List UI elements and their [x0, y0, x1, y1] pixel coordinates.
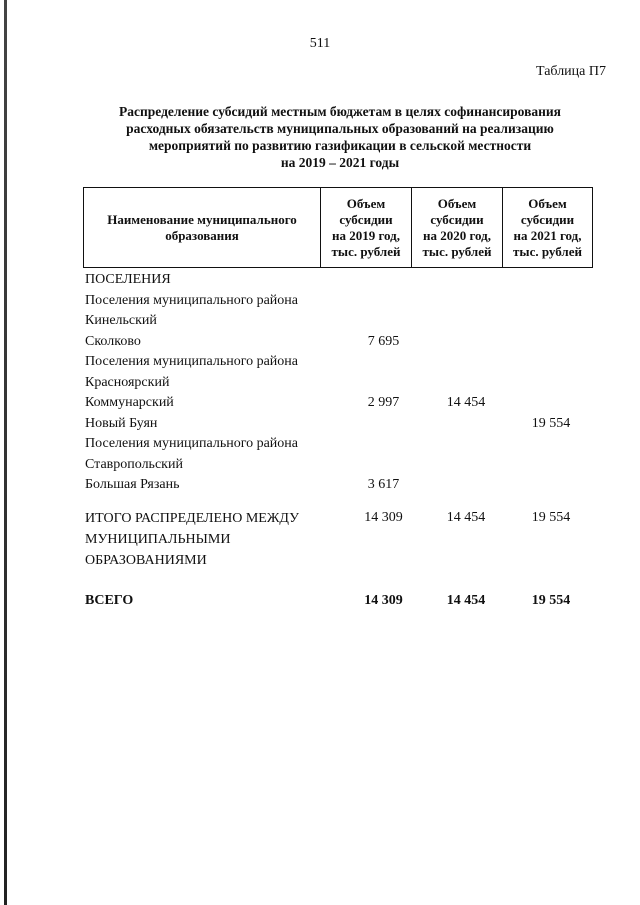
row-2019: 2 997	[367, 395, 400, 410]
row-2021	[511, 270, 591, 291]
row-name: Красноярский	[85, 374, 170, 390]
row-2020	[421, 434, 511, 455]
row-name: ПОСЕЛЕНИЯ	[85, 272, 171, 287]
grand-total-name: ВСЕГО	[85, 592, 134, 608]
header-2019-line: субсидии	[339, 211, 393, 227]
row-2019	[346, 270, 421, 291]
total-row	[83, 508, 593, 571]
scan-left-edge	[4, 0, 7, 905]
table-row	[83, 311, 593, 332]
row-2019	[346, 373, 421, 394]
grand-total-row	[83, 591, 593, 612]
table-row	[83, 475, 593, 496]
table-row	[83, 352, 593, 373]
title-line: на 2019 – 2021 годы	[280, 155, 400, 170]
grand-total-2021: 19 554	[531, 592, 571, 608]
table-row	[83, 291, 593, 312]
table-row	[83, 455, 593, 476]
total-2019: 14 309	[364, 509, 403, 525]
table-row	[83, 270, 593, 291]
header-2020-line: тыс. рублей	[422, 243, 492, 259]
row-2020	[421, 352, 511, 373]
header-2020	[412, 188, 503, 267]
row-2020	[421, 311, 511, 332]
row-2021: 19 554	[531, 415, 571, 431]
row-name: Поселения муниципального района	[85, 354, 299, 369]
header-2020-line: Объем	[437, 195, 477, 211]
row-name: Кинельский	[85, 313, 157, 328]
row-name: Сколково	[85, 333, 141, 349]
header-2021-line: Объем	[528, 195, 567, 211]
row-name: Поселения муниципального района	[85, 436, 299, 451]
table-row	[83, 373, 593, 394]
row-2020	[421, 455, 511, 476]
table-row	[83, 332, 593, 353]
total-name-line: ОБРАЗОВАНИЯМИ	[85, 552, 207, 568]
grand-total-2019: 14 309	[364, 592, 403, 608]
page-number: 511	[309, 36, 331, 51]
row-name: Поселения муниципального района	[85, 292, 299, 308]
header-2021-line: тыс. рублей	[513, 243, 582, 259]
total-name	[83, 508, 346, 571]
document-title	[80, 103, 600, 171]
title-line: расходных обязательств муниципальных образований на реализацию	[126, 121, 554, 136]
row-2021	[511, 352, 591, 373]
grand-total-2020: 14 454	[446, 592, 486, 608]
row-2019	[346, 311, 421, 332]
header-2021-line: субсидии	[520, 211, 575, 227]
row-name: Новый Буян	[85, 415, 158, 431]
row-2019	[346, 434, 421, 455]
row-2020	[421, 270, 511, 291]
row-2020	[421, 373, 511, 394]
total-name-line: ИТОГО РАСПРЕДЕЛЕНО МЕЖДУ	[85, 510, 299, 526]
header-2021	[503, 188, 592, 267]
table-label: Таблица П7	[536, 64, 606, 79]
row-2019	[346, 414, 421, 435]
total-2021: 19 554	[531, 509, 571, 525]
row-2021	[511, 455, 591, 476]
row-2020	[421, 475, 511, 496]
row-2019: 3 617	[367, 477, 400, 492]
row-2021	[511, 291, 591, 312]
header-2021-line: на 2021 год,	[513, 227, 582, 243]
row-2020	[421, 332, 511, 353]
row-2021	[511, 332, 591, 353]
header-name: Наименование муниципального образования	[84, 188, 321, 267]
header-2020-line: на 2020 год,	[422, 227, 492, 243]
title-line: мероприятий по развитию газификации в сельской местности	[148, 138, 532, 153]
row-name: Большая Рязань	[85, 477, 180, 492]
row-2020	[421, 414, 511, 435]
row-2019	[346, 291, 421, 312]
row-2021	[511, 434, 591, 455]
header-2019	[321, 188, 412, 267]
row-2020	[421, 291, 511, 312]
row-2019	[346, 455, 421, 476]
row-2021	[511, 311, 591, 332]
header-2020-line: субсидии	[430, 211, 484, 227]
row-name: Коммунарский	[85, 395, 174, 410]
header-2019-line: на 2019 год,	[331, 227, 401, 243]
header-2019-line: Объем	[346, 195, 386, 211]
row-2020: 14 454	[446, 395, 486, 410]
table-row	[83, 414, 593, 435]
total-2020: 14 454	[446, 509, 486, 525]
total-name-line: МУНИЦИПАЛЬНЫМИ	[85, 531, 231, 547]
table-row	[83, 434, 593, 455]
row-name: Ставропольский	[85, 456, 183, 472]
row-2019: 7 695	[367, 333, 400, 349]
row-2019	[346, 352, 421, 373]
table-body	[83, 270, 593, 611]
title-line: Распределение субсидий местным бюджетам в целях софинансирования	[119, 104, 561, 119]
table-row	[83, 393, 593, 414]
row-2021	[511, 373, 591, 394]
row-2021	[511, 475, 591, 496]
header-2019-line: тыс. рублей	[331, 243, 401, 259]
row-2021	[511, 393, 591, 414]
table-header	[83, 187, 593, 268]
